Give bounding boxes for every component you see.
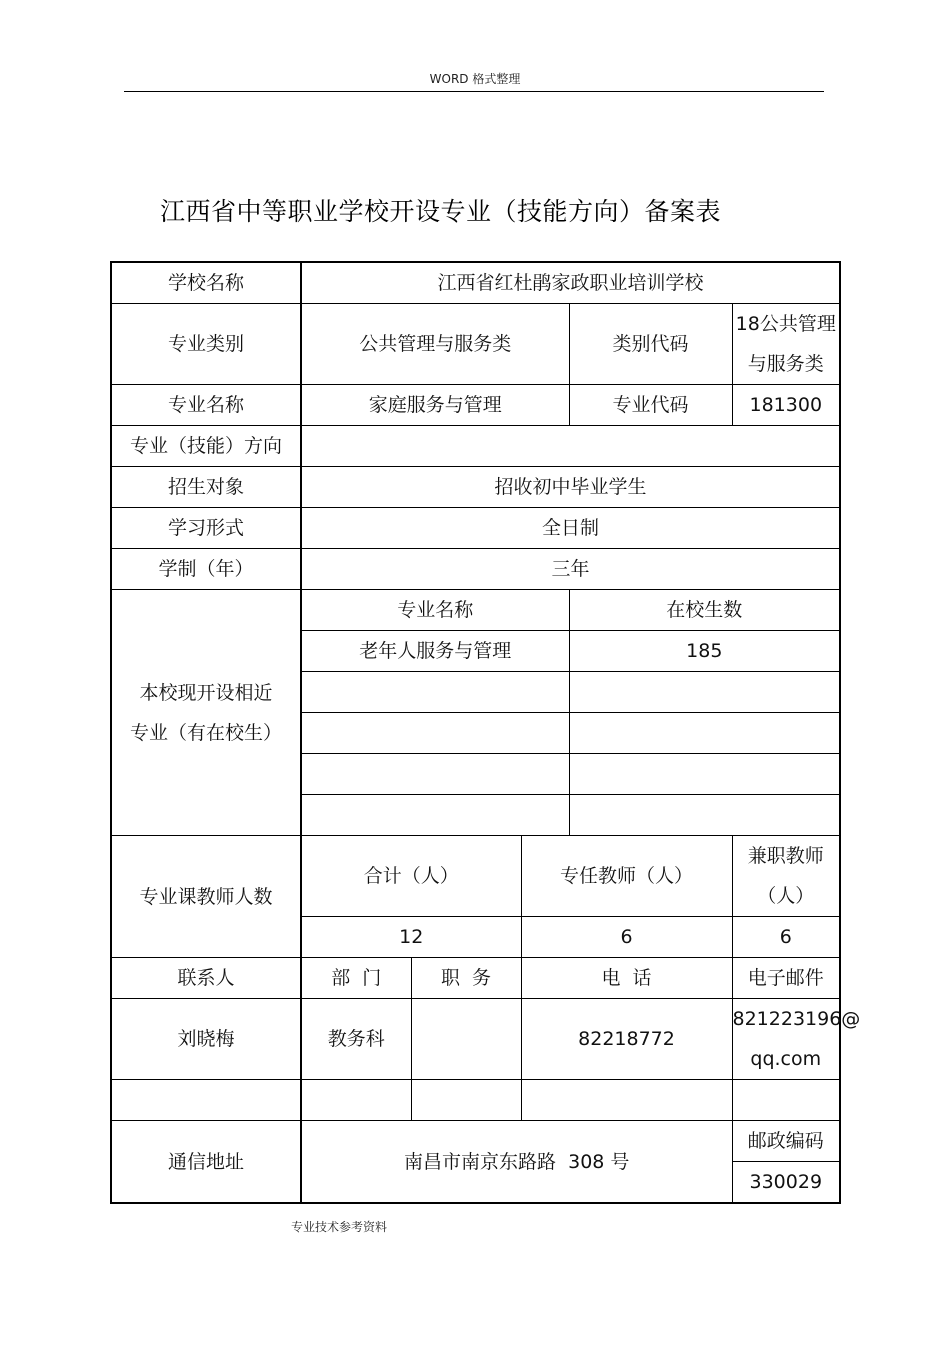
enroll-label: 招生对象 <box>111 467 301 508</box>
contact-empty-cell <box>411 1080 521 1121</box>
contact-empty-cell <box>111 1080 301 1121</box>
address-label: 通信地址 <box>111 1121 301 1204</box>
related-major-name <box>301 672 569 713</box>
duration-label: 学制（年） <box>111 549 301 590</box>
direction-value <box>301 426 840 467</box>
category-code-line1: 18公共管理 <box>735 313 836 335</box>
study-form-label: 学习形式 <box>111 508 301 549</box>
related-major-count <box>569 795 840 836</box>
related-major-count: 185 <box>569 631 840 672</box>
row-direction <box>111 426 840 467</box>
category-code-label: 类别代码 <box>569 304 732 385</box>
row-related-header <box>111 590 840 631</box>
row-school-name <box>111 262 840 304</box>
form-title: 江西省中等职业学校开设专业（技能方向）备案表 <box>160 197 722 226</box>
related-major-name <box>301 713 569 754</box>
contact-name: 刘晓梅 <box>111 999 301 1080</box>
row-enroll <box>111 467 840 508</box>
position-label: 职 务 <box>411 958 521 999</box>
page-footer: 专业技术参考资料 <box>291 1220 388 1234</box>
related-label-line2: 专业（有在校生） <box>129 721 282 744</box>
row-study-form <box>111 508 840 549</box>
related-major-count <box>569 754 840 795</box>
category-value: 公共管理与服务类 <box>301 304 569 385</box>
duration-value: 三年 <box>301 549 840 590</box>
related-col-name: 专业名称 <box>301 590 569 631</box>
related-col-count: 在校生数 <box>569 590 840 631</box>
related-major-name <box>301 795 569 836</box>
registration-form-table <box>110 261 861 1204</box>
direction-label: 专业（技能）方向 <box>111 426 301 467</box>
contact-empty-cell <box>732 1080 840 1121</box>
major-name-value: 家庭服务与管理 <box>301 385 569 426</box>
dept-label: 部 门 <box>301 958 411 999</box>
major-name-label: 专业名称 <box>111 385 301 426</box>
contact-empty-cell <box>301 1080 411 1121</box>
teachers-part-value: 6 <box>732 917 840 958</box>
row-contact-empty <box>111 1080 840 1121</box>
row-address <box>111 1121 840 1162</box>
contact-email-line1: 821223196@ <box>732 1008 861 1030</box>
row-teachers-header <box>111 836 840 917</box>
related-major-name <box>301 754 569 795</box>
teachers-part-label: 兼职教师（人） <box>732 836 840 917</box>
teachers-full-value: 6 <box>521 917 732 958</box>
related-major-count <box>569 672 840 713</box>
contact-label: 联系人 <box>111 958 301 999</box>
school-name-label: 学校名称 <box>111 262 301 304</box>
row-category <box>111 304 840 385</box>
contact-email <box>732 999 861 1080</box>
row-major-name <box>111 385 840 426</box>
enroll-value: 招收初中毕业学生 <box>301 467 840 508</box>
category-code-value <box>732 304 840 385</box>
study-form-value: 全日制 <box>301 508 840 549</box>
major-code-label: 专业代码 <box>569 385 732 426</box>
postcode-value: 330029 <box>732 1162 840 1204</box>
teachers-label: 专业课教师人数 <box>111 836 301 958</box>
contact-empty-cell <box>521 1080 732 1121</box>
related-major-count <box>569 713 840 754</box>
header-rule <box>124 91 824 92</box>
row-contact-values <box>111 999 840 1080</box>
contact-position <box>411 999 521 1080</box>
major-code-value: 181300 <box>732 385 840 426</box>
related-majors-label <box>111 590 301 836</box>
contact-dept: 教务科 <box>301 999 411 1080</box>
teachers-full-label: 专任教师（人） <box>521 836 732 917</box>
address-value: 南昌市南京东路路 308 号 <box>301 1121 732 1204</box>
page-header: WORD 格式整理 <box>429 72 521 86</box>
contact-phone: 82218772 <box>521 999 732 1080</box>
email-label: 电子邮件 <box>732 958 840 999</box>
related-label-line1: 本校现开设相近 <box>139 681 273 704</box>
contact-email-line2: qq.com <box>750 1048 822 1070</box>
teachers-total-label: 合计（人） <box>301 836 521 917</box>
row-contact-header <box>111 958 840 999</box>
category-code-line2: 与服务类 <box>747 353 824 375</box>
postcode-label: 邮政编码 <box>732 1121 840 1162</box>
related-major-name: 老年人服务与管理 <box>301 631 569 672</box>
teachers-total-value: 12 <box>301 917 521 958</box>
school-name-value: 江西省红杜鹃家政职业培训学校 <box>301 262 840 304</box>
row-duration <box>111 549 840 590</box>
category-label: 专业类别 <box>111 304 301 385</box>
phone-label: 电 话 <box>521 958 732 999</box>
